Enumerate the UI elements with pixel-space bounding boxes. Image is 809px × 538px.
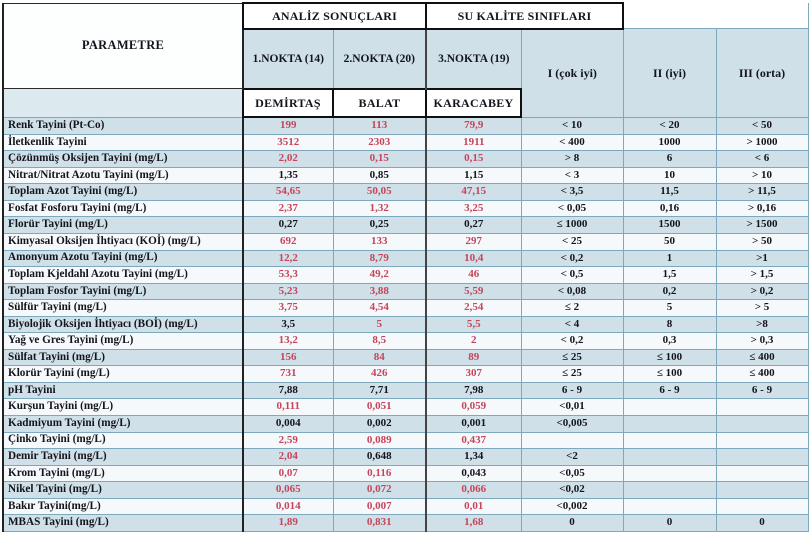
measurement-value-cell: 0,648 <box>333 449 426 466</box>
class-limit-cell: < 4 <box>521 316 623 333</box>
table-header <box>3 3 808 117</box>
class-limit-cell: 50 <box>623 233 716 250</box>
class-limit-cell <box>716 432 808 449</box>
class-limit-cell: 1500 <box>623 217 716 234</box>
class-limit-cell: < 0,08 <box>521 283 623 300</box>
class-limit-cell: < 6 <box>716 151 808 168</box>
analysis-results-group-header: ANALİZ SONUÇLARI <box>243 3 426 29</box>
parameter-cell: Kadmiyum Tayini (mg/L) <box>3 415 243 432</box>
measurement-value-cell: 113 <box>333 117 426 134</box>
class-limit-cell: < 10 <box>521 117 623 134</box>
measurement-value-cell: 12,2 <box>243 250 333 267</box>
table-row <box>3 300 808 317</box>
class-limit-cell: 6 - 9 <box>623 382 716 399</box>
measurement-value-cell: 7,88 <box>243 382 333 399</box>
class-1-header: I (çok iyi) <box>521 29 623 117</box>
measurement-value-cell: 0,15 <box>426 151 521 168</box>
measurement-value-cell: 0,111 <box>243 399 333 416</box>
class-limit-cell: <0,005 <box>521 415 623 432</box>
class-limit-cell <box>623 399 716 416</box>
class-limit-cell: > 1000 <box>716 134 808 151</box>
class-limit-cell: 0,16 <box>623 200 716 217</box>
parameter-cell: pH Tayini <box>3 382 243 399</box>
measurement-value-cell: 692 <box>243 233 333 250</box>
header-row-groups <box>3 3 808 29</box>
measurement-value-cell: 0,27 <box>243 217 333 234</box>
class-limit-cell: > 0,3 <box>716 333 808 350</box>
station-2-point-header: 2.NOKTA (20) <box>333 29 426 89</box>
table-row <box>3 366 808 383</box>
class-limit-cell <box>623 465 716 482</box>
parameter-cell: MBAS Tayini (mg/L) <box>3 515 243 532</box>
table-row <box>3 217 808 234</box>
measurement-value-cell: 13,2 <box>243 333 333 350</box>
measurement-value-cell: 79,9 <box>426 117 521 134</box>
measurement-value-cell: 3,5 <box>243 316 333 333</box>
measurement-value-cell: 5,5 <box>426 316 521 333</box>
class-limit-cell: ≤ 1000 <box>521 217 623 234</box>
measurement-value-cell: 1,89 <box>243 515 333 532</box>
table-row <box>3 498 808 515</box>
measurement-value-cell: 1,15 <box>426 167 521 184</box>
class-limit-cell: 0,2 <box>623 283 716 300</box>
measurement-value-cell: 54,65 <box>243 184 333 201</box>
table-row <box>3 267 808 284</box>
parameter-column-header: PARAMETRE <box>3 3 243 89</box>
parameter-cell: Yağ ve Gres Tayini (mg/L) <box>3 333 243 350</box>
measurement-value-cell: 426 <box>333 366 426 383</box>
measurement-value-cell: 0,051 <box>333 399 426 416</box>
class-limit-cell <box>623 432 716 449</box>
water-quality-table <box>2 2 809 532</box>
measurement-value-cell: 0,437 <box>426 432 521 449</box>
parameter-cell: Renk Tayini (Pt-Co) <box>3 117 243 134</box>
measurement-value-cell: 1,34 <box>426 449 521 466</box>
measurement-value-cell: 0,043 <box>426 465 521 482</box>
parameter-cell: Florür Tayini (mg/L) <box>3 217 243 234</box>
class-limit-cell: > 8 <box>521 151 623 168</box>
station-3-point-header: 3.NOKTA (19) <box>426 29 521 89</box>
measurement-value-cell: 0,066 <box>426 482 521 499</box>
table-body <box>3 117 808 531</box>
measurement-value-cell: 0,002 <box>333 415 426 432</box>
measurement-value-cell: 4,54 <box>333 300 426 317</box>
parameter-cell: İletkenlik Tayini <box>3 134 243 151</box>
class-limit-cell: < 0,2 <box>521 250 623 267</box>
parameter-cell: Toplam Azot Tayini (mg/L) <box>3 184 243 201</box>
table-row <box>3 134 808 151</box>
class-limit-cell: > 0,16 <box>716 200 808 217</box>
measurement-value-cell: 0,065 <box>243 482 333 499</box>
class-limit-cell: >1 <box>716 250 808 267</box>
measurement-value-cell: 0,116 <box>333 465 426 482</box>
measurement-value-cell: 2303 <box>333 134 426 151</box>
measurement-value-cell: 0,15 <box>333 151 426 168</box>
class-limit-cell: <0,05 <box>521 465 623 482</box>
measurement-value-cell: 199 <box>243 117 333 134</box>
class-limit-cell: > 0,2 <box>716 283 808 300</box>
measurement-value-cell: 1,68 <box>426 515 521 532</box>
class-limit-cell: ≤ 100 <box>623 349 716 366</box>
class-limit-cell: <0,02 <box>521 482 623 499</box>
table-row <box>3 233 808 250</box>
parameter-cell: Toplam Kjeldahl Azotu Tayini (mg/L) <box>3 267 243 284</box>
class-limit-cell: ≤ 400 <box>716 349 808 366</box>
measurement-value-cell: 84 <box>333 349 426 366</box>
class-limit-cell: 6 - 9 <box>716 382 808 399</box>
water-quality-classes-group-header: SU KALİTE SINIFLARI <box>426 3 623 29</box>
measurement-value-cell: 0,014 <box>243 498 333 515</box>
measurement-value-cell: 0,059 <box>426 399 521 416</box>
class-limit-cell <box>716 482 808 499</box>
class-limit-cell: ≤ 400 <box>716 366 808 383</box>
measurement-value-cell: 3,75 <box>243 300 333 317</box>
measurement-value-cell: 156 <box>243 349 333 366</box>
measurement-value-cell: 2 <box>426 333 521 350</box>
table-row <box>3 382 808 399</box>
class-limit-cell: 0 <box>521 515 623 532</box>
table-row <box>3 399 808 416</box>
class-limit-cell: 0 <box>716 515 808 532</box>
class-limit-cell: ≤ 25 <box>521 349 623 366</box>
class-limit-cell: 11,5 <box>623 184 716 201</box>
measurement-value-cell: 297 <box>426 233 521 250</box>
measurement-value-cell: 3,88 <box>333 283 426 300</box>
class-limit-cell: > 10 <box>716 167 808 184</box>
measurement-value-cell: 53,3 <box>243 267 333 284</box>
measurement-value-cell: 46 <box>426 267 521 284</box>
measurement-value-cell: 5,23 <box>243 283 333 300</box>
table-row <box>3 449 808 466</box>
measurement-value-cell: 0,07 <box>243 465 333 482</box>
parameter-cell: Çözünmüş Oksijen Tayini (mg/L) <box>3 151 243 168</box>
measurement-value-cell: 307 <box>426 366 521 383</box>
class-limit-cell: 6 <box>623 151 716 168</box>
table-row <box>3 316 808 333</box>
station-3-name-header: KARACABEY <box>426 89 521 118</box>
header-blank-area <box>623 3 808 29</box>
parameter-cell: Nitrat/Nitrat Azotu Tayini (mg/L) <box>3 167 243 184</box>
parameter-cell: Amonyum Azotu Tayini (mg/L) <box>3 250 243 267</box>
measurement-value-cell: 47,15 <box>426 184 521 201</box>
parameter-cell: Bakır Tayini(mg/L) <box>3 498 243 515</box>
parameter-cell: Sülfat Tayini (mg/L) <box>3 349 243 366</box>
table-row <box>3 333 808 350</box>
class-limit-cell: ≤ 25 <box>521 366 623 383</box>
measurement-value-cell: 7,71 <box>333 382 426 399</box>
measurement-value-cell: 0,007 <box>333 498 426 515</box>
measurement-value-cell: 7,98 <box>426 382 521 399</box>
class-limit-cell: 0 <box>623 515 716 532</box>
measurement-value-cell: 0,001 <box>426 415 521 432</box>
measurement-value-cell: 2,54 <box>426 300 521 317</box>
measurement-value-cell: 49,2 <box>333 267 426 284</box>
measurement-value-cell: 0,25 <box>333 217 426 234</box>
parameter-cell: Toplam Fosfor Tayini (mg/L) <box>3 283 243 300</box>
parameter-cell: Fosfat Fosforu Tayini (mg/L) <box>3 200 243 217</box>
class-limit-cell: > 11,5 <box>716 184 808 201</box>
parameter-cell: Kimyasal Oksijen İhtiyacı (KOİ) (mg/L) <box>3 233 243 250</box>
measurement-value-cell: 0,831 <box>333 515 426 532</box>
class-limit-cell: < 50 <box>716 117 808 134</box>
class-limit-cell: > 5 <box>716 300 808 317</box>
class-limit-cell: < 20 <box>623 117 716 134</box>
table-row <box>3 167 808 184</box>
class-limit-cell <box>716 399 808 416</box>
class-limit-cell <box>623 415 716 432</box>
class-limit-cell <box>521 432 623 449</box>
class-limit-cell <box>716 498 808 515</box>
class-limit-cell: > 1500 <box>716 217 808 234</box>
measurement-value-cell: 3512 <box>243 134 333 151</box>
class-limit-cell: 1,5 <box>623 267 716 284</box>
class-limit-cell: 1000 <box>623 134 716 151</box>
class-limit-cell: <2 <box>521 449 623 466</box>
measurement-value-cell: 89 <box>426 349 521 366</box>
table-row <box>3 117 808 134</box>
class-limit-cell: <0,01 <box>521 399 623 416</box>
class-limit-cell: < 3 <box>521 167 623 184</box>
class-limit-cell: >8 <box>716 316 808 333</box>
table-row <box>3 515 808 532</box>
class-limit-cell: ≤ 2 <box>521 300 623 317</box>
measurement-value-cell: 0,01 <box>426 498 521 515</box>
table-row <box>3 184 808 201</box>
class-limit-cell: < 0,05 <box>521 200 623 217</box>
table-row <box>3 250 808 267</box>
header-empty-cell <box>3 89 243 118</box>
parameter-cell: Klorür Tayini (mg/L) <box>3 366 243 383</box>
measurement-value-cell: 3,25 <box>426 200 521 217</box>
class-limit-cell: < 3,5 <box>521 184 623 201</box>
measurement-value-cell: 0,85 <box>333 167 426 184</box>
parameter-cell: Sülfür Tayini (mg/L) <box>3 300 243 317</box>
measurement-value-cell: 2,02 <box>243 151 333 168</box>
table-row <box>3 415 808 432</box>
station-1-name-header: DEMİRTAŞ <box>243 89 333 118</box>
class-limit-cell: 1 <box>623 250 716 267</box>
measurement-value-cell: 1,32 <box>333 200 426 217</box>
table-row <box>3 283 808 300</box>
table-row <box>3 200 808 217</box>
class-limit-cell <box>716 465 808 482</box>
table-row <box>3 465 808 482</box>
measurement-value-cell: 1911 <box>426 134 521 151</box>
class-limit-cell: <0,002 <box>521 498 623 515</box>
table-row <box>3 349 808 366</box>
class-limit-cell: ≤ 100 <box>623 366 716 383</box>
measurement-value-cell: 731 <box>243 366 333 383</box>
class-limit-cell: < 0,2 <box>521 333 623 350</box>
class-limit-cell: < 0,5 <box>521 267 623 284</box>
measurement-value-cell: 5 <box>333 316 426 333</box>
measurement-value-cell: 5,59 <box>426 283 521 300</box>
parameter-cell: Nikel Tayini (mg/L) <box>3 482 243 499</box>
station-1-point-header: 1.NOKTA (14) <box>243 29 333 89</box>
class-limit-cell: > 1,5 <box>716 267 808 284</box>
class-2-header: II (iyi) <box>623 29 716 117</box>
table-row <box>3 432 808 449</box>
class-limit-cell: 5 <box>623 300 716 317</box>
measurement-value-cell: 10,4 <box>426 250 521 267</box>
class-limit-cell: 8 <box>623 316 716 333</box>
measurement-value-cell: 2,37 <box>243 200 333 217</box>
class-limit-cell: 10 <box>623 167 716 184</box>
measurement-value-cell: 133 <box>333 233 426 250</box>
class-limit-cell <box>716 449 808 466</box>
parameter-cell: Krom Tayini (mg/L) <box>3 465 243 482</box>
measurement-value-cell: 0,004 <box>243 415 333 432</box>
class-3-header: III (orta) <box>716 29 808 117</box>
table-row <box>3 482 808 499</box>
measurement-value-cell: 50,05 <box>333 184 426 201</box>
measurement-value-cell: 0,072 <box>333 482 426 499</box>
measurement-value-cell: 1,35 <box>243 167 333 184</box>
class-limit-cell: 0,3 <box>623 333 716 350</box>
class-limit-cell <box>623 498 716 515</box>
table-row <box>3 151 808 168</box>
measurement-value-cell: 2,59 <box>243 432 333 449</box>
parameter-cell: Çinko Tayini (mg/L) <box>3 432 243 449</box>
measurement-value-cell: 8,5 <box>333 333 426 350</box>
parameter-cell: Demir Tayini (mg/L) <box>3 449 243 466</box>
station-2-name-header: BALAT <box>333 89 426 118</box>
class-limit-cell <box>716 415 808 432</box>
measurement-value-cell: 8,79 <box>333 250 426 267</box>
measurement-value-cell: 0,27 <box>426 217 521 234</box>
class-limit-cell <box>623 449 716 466</box>
class-limit-cell: < 400 <box>521 134 623 151</box>
class-limit-cell <box>623 482 716 499</box>
class-limit-cell: < 25 <box>521 233 623 250</box>
parameter-cell: Kurşun Tayini (mg/L) <box>3 399 243 416</box>
class-limit-cell: > 50 <box>716 233 808 250</box>
measurement-value-cell: 2,04 <box>243 449 333 466</box>
measurement-value-cell: 0,089 <box>333 432 426 449</box>
class-limit-cell: 6 - 9 <box>521 382 623 399</box>
parameter-cell: Biyolojik Oksijen İhtiyacı (BOİ) (mg/L) <box>3 316 243 333</box>
